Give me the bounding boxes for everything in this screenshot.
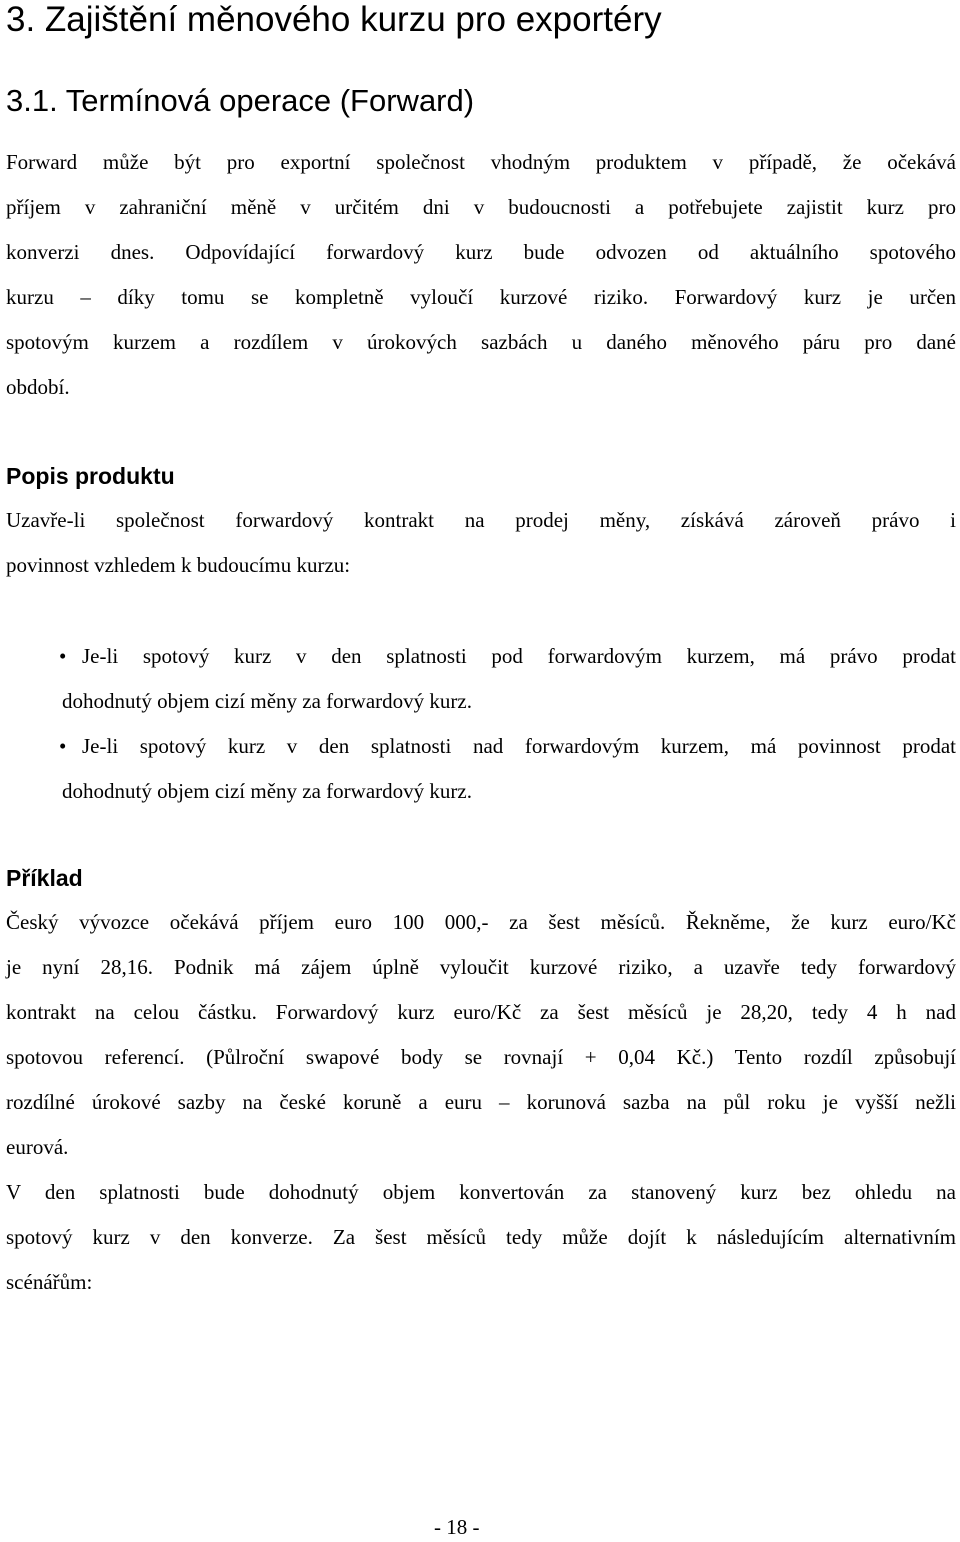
paragraph-line: konverzi dnes. Odpovídající forwardový kurz bude odvozen od aktuálního spotového: [6, 240, 956, 264]
intro-paragraph: [6, 140, 956, 410]
paragraph-line: Uzavře-li společnost forwardový kontrakt na prodej měny, získává zároveň právo i: [6, 508, 956, 532]
paragraph-line: příjem v zahraniční měně v určitém dni v budoucnosti a potřebujete zajistit kurz pro: [6, 195, 956, 219]
paragraph-line: rozdílné úrokové sazby na české koruně a euru – korunová sazba na půl roku je vyšší nežli: [6, 1090, 956, 1114]
paragraph-line: kontrakt na celou částku. Forwardový kurz euro/Kč za šest měsíců je 28,20, tedy 4 h nad: [6, 1000, 956, 1024]
section-heading: 3. Zajištění měnového kurzu pro exportéry: [6, 0, 662, 39]
paragraph-line: spotovým kurzem a rozdílem v úrokových sazbách u daného měnového páru pro dané: [6, 330, 956, 354]
paragraph-line: období.: [6, 375, 70, 399]
bullet-marker: •: [59, 734, 67, 758]
list-item-line: Je-li spotový kurz v den splatnosti nad forwardovým kurzem, má povinnost prodat: [82, 734, 956, 758]
priklad-heading: Příklad: [6, 865, 83, 891]
list-item: [59, 634, 956, 724]
paragraph-line: eurová.: [6, 1135, 69, 1159]
subsection-heading: 3.1. Termínová operace (Forward): [6, 83, 475, 118]
paragraph-line: spotovou referencí. (Půlroční swapové body se rovnají + 0,04 Kč.) Tento rozdíl způsobují: [6, 1045, 956, 1069]
bullet-list: [59, 634, 956, 814]
list-item-line: dohodnutý objem cizí měny za forwardový kurz.: [62, 779, 472, 803]
priklad-paragraph: [6, 900, 956, 1305]
list-item: [59, 724, 956, 814]
popis-heading: Popis produktu: [6, 463, 175, 489]
paragraph-line: kurzu – díky tomu se kompletně vyloučí kurzové riziko. Forwardový kurz je určen: [6, 285, 956, 309]
list-item-line: dohodnutý objem cizí měny za forwardový kurz.: [62, 689, 472, 713]
bullet-marker: •: [59, 644, 67, 668]
paragraph-line: spotový kurz v den konverze. Za šest měsíců tedy může dojít k následujícím alternativním: [6, 1225, 956, 1249]
paragraph-line: Forward může být pro exportní společnost vhodným produktem v případě, že očekává: [6, 150, 956, 174]
popis-paragraph: [6, 498, 956, 588]
paragraph-line: V den splatnosti bude dohodnutý objem konvertován za stanovený kurz bez ohledu na: [6, 1180, 956, 1204]
paragraph-line: je nyní 28,16. Podnik má zájem úplně vyloučit kurzové riziko, a uzavře tedy forwardový: [6, 955, 956, 979]
page-number: - 18 -: [434, 1515, 480, 1539]
paragraph-line: Český vývozce očekává příjem euro 100 000,- za šest měsíců. Řekněme, že kurz euro/Kč: [6, 910, 956, 934]
list-item-line: Je-li spotový kurz v den splatnosti pod forwardovým kurzem, má právo prodat: [82, 644, 956, 668]
paragraph-line: povinnost vzhledem k budoucímu kurzu:: [6, 553, 351, 577]
paragraph-line: scénářům:: [6, 1270, 93, 1294]
